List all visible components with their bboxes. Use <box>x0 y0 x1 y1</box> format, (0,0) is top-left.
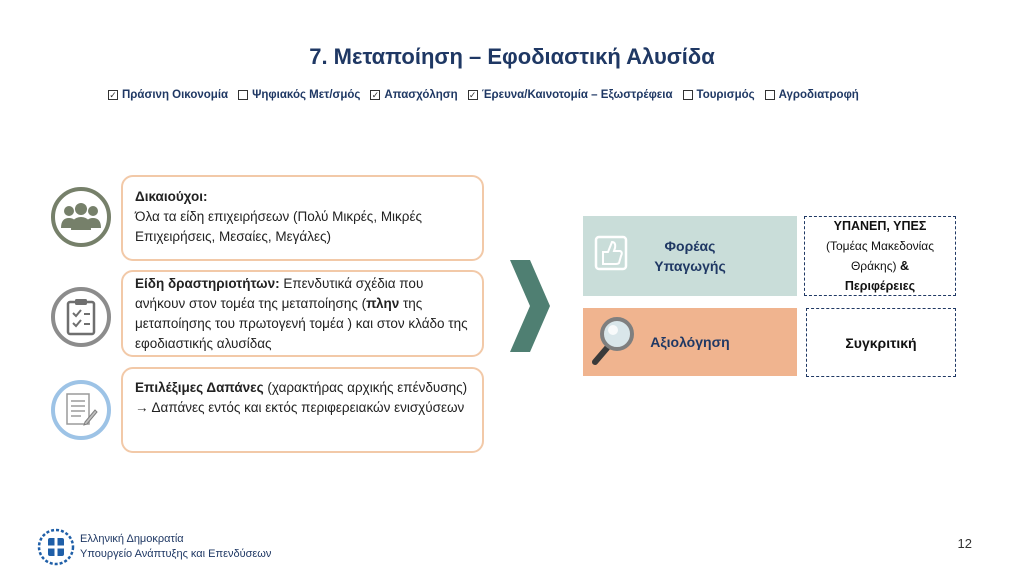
expenses-box <box>121 367 484 453</box>
tag-agrifood: Αγροδιατροφή <box>765 89 859 101</box>
footer-line2: Υπουργείο Ανάπτυξης και Επενδύσεων <box>80 548 272 560</box>
thumbs-up-icon <box>593 234 629 272</box>
agency-value-line2: (Τομέας Μακεδονίας Θράκης) <box>825 239 935 273</box>
tag-green-economy: ✓ Πράσινη Οικονομία <box>109 89 229 101</box>
evaluation-value-box <box>806 308 956 377</box>
tag-tourism: Τουρισμός <box>683 89 755 101</box>
greek-coat-of-arms-logo <box>37 528 75 566</box>
clipboard-checklist-icon <box>51 287 111 347</box>
page-number: 12 <box>957 536 972 551</box>
people-icon <box>51 187 111 247</box>
checkbox-empty-icon <box>765 90 775 100</box>
expenses-text: (χαρακτήρας αρχικής επένδυσης) → Δαπάνες εντός και εκτός περιφερειακών ενισχύσεων <box>135 380 468 415</box>
agency-value-box <box>804 216 956 296</box>
document-pen-icon <box>51 380 111 440</box>
activities-bold-except: πλην <box>366 296 400 311</box>
footer-ministry <box>80 532 271 562</box>
agency-value-line2-wrap <box>805 236 955 276</box>
checkbox-checked-icon: ✓ <box>109 89 117 100</box>
evaluation-label: Αξιολόγηση <box>650 334 730 350</box>
activities-heading: Είδη δραστηριοτήτων: <box>135 276 280 291</box>
beneficiaries-text: Όλα τα είδη επιχειρήσεων (Πολύ Μικρές, Μικρές Επιχειρήσεις, Μεσαίες, Μεγάλες) <box>135 209 423 244</box>
activities-text-1: Επενδυτικά σχέδια που ανήκουν στον τομέα της μεταποίησης ( <box>135 276 424 311</box>
agency-label: Φορέας Υπαγωγής <box>654 238 726 274</box>
footer-line1: Ελληνική Δημοκρατία <box>80 533 184 545</box>
activities-text-2: της μεταποίησης του πρωτογενή τομέα ) και στον κλάδο της εφοδιαστικής αλυσίδας <box>135 296 468 351</box>
category-checklist <box>108 89 968 101</box>
agency-value-line3: Περιφέρειες <box>844 279 916 293</box>
evaluation-label-box <box>583 308 797 376</box>
agency-value-amp: & <box>900 259 910 273</box>
agency-value-line1: ΥΠΑΝΕΠ, ΥΠΕΣ <box>833 219 927 233</box>
beneficiaries-heading: Δικαιούχοι: <box>135 189 208 204</box>
checkbox-checked-icon: ✓ <box>371 89 380 100</box>
checkbox-checked-icon: ✓ <box>468 89 477 100</box>
beneficiaries-box <box>121 175 484 261</box>
tag-digital-transformation: Ψηφιακός Μετ/σμός <box>238 89 360 101</box>
magnifier-icon <box>591 314 635 366</box>
tag-employment: ✓ Απασχόληση <box>371 89 458 101</box>
checkbox-empty-icon <box>683 90 693 100</box>
tag-research-innovation: ✓ Έρευνα/Καινοτομία – Εξωστρέφεια <box>468 89 673 101</box>
activities-box <box>121 270 484 357</box>
agency-label-box <box>583 216 797 296</box>
evaluation-value: Συγκριτική <box>845 334 917 351</box>
chevron-right-icon <box>508 258 552 354</box>
expenses-heading: Επιλέξιμες Δαπάνες <box>135 380 264 395</box>
checkbox-empty-icon <box>238 90 248 100</box>
page-title: 7. Μεταποίηση – Εφοδιαστική Αλυσίδα <box>309 44 715 69</box>
